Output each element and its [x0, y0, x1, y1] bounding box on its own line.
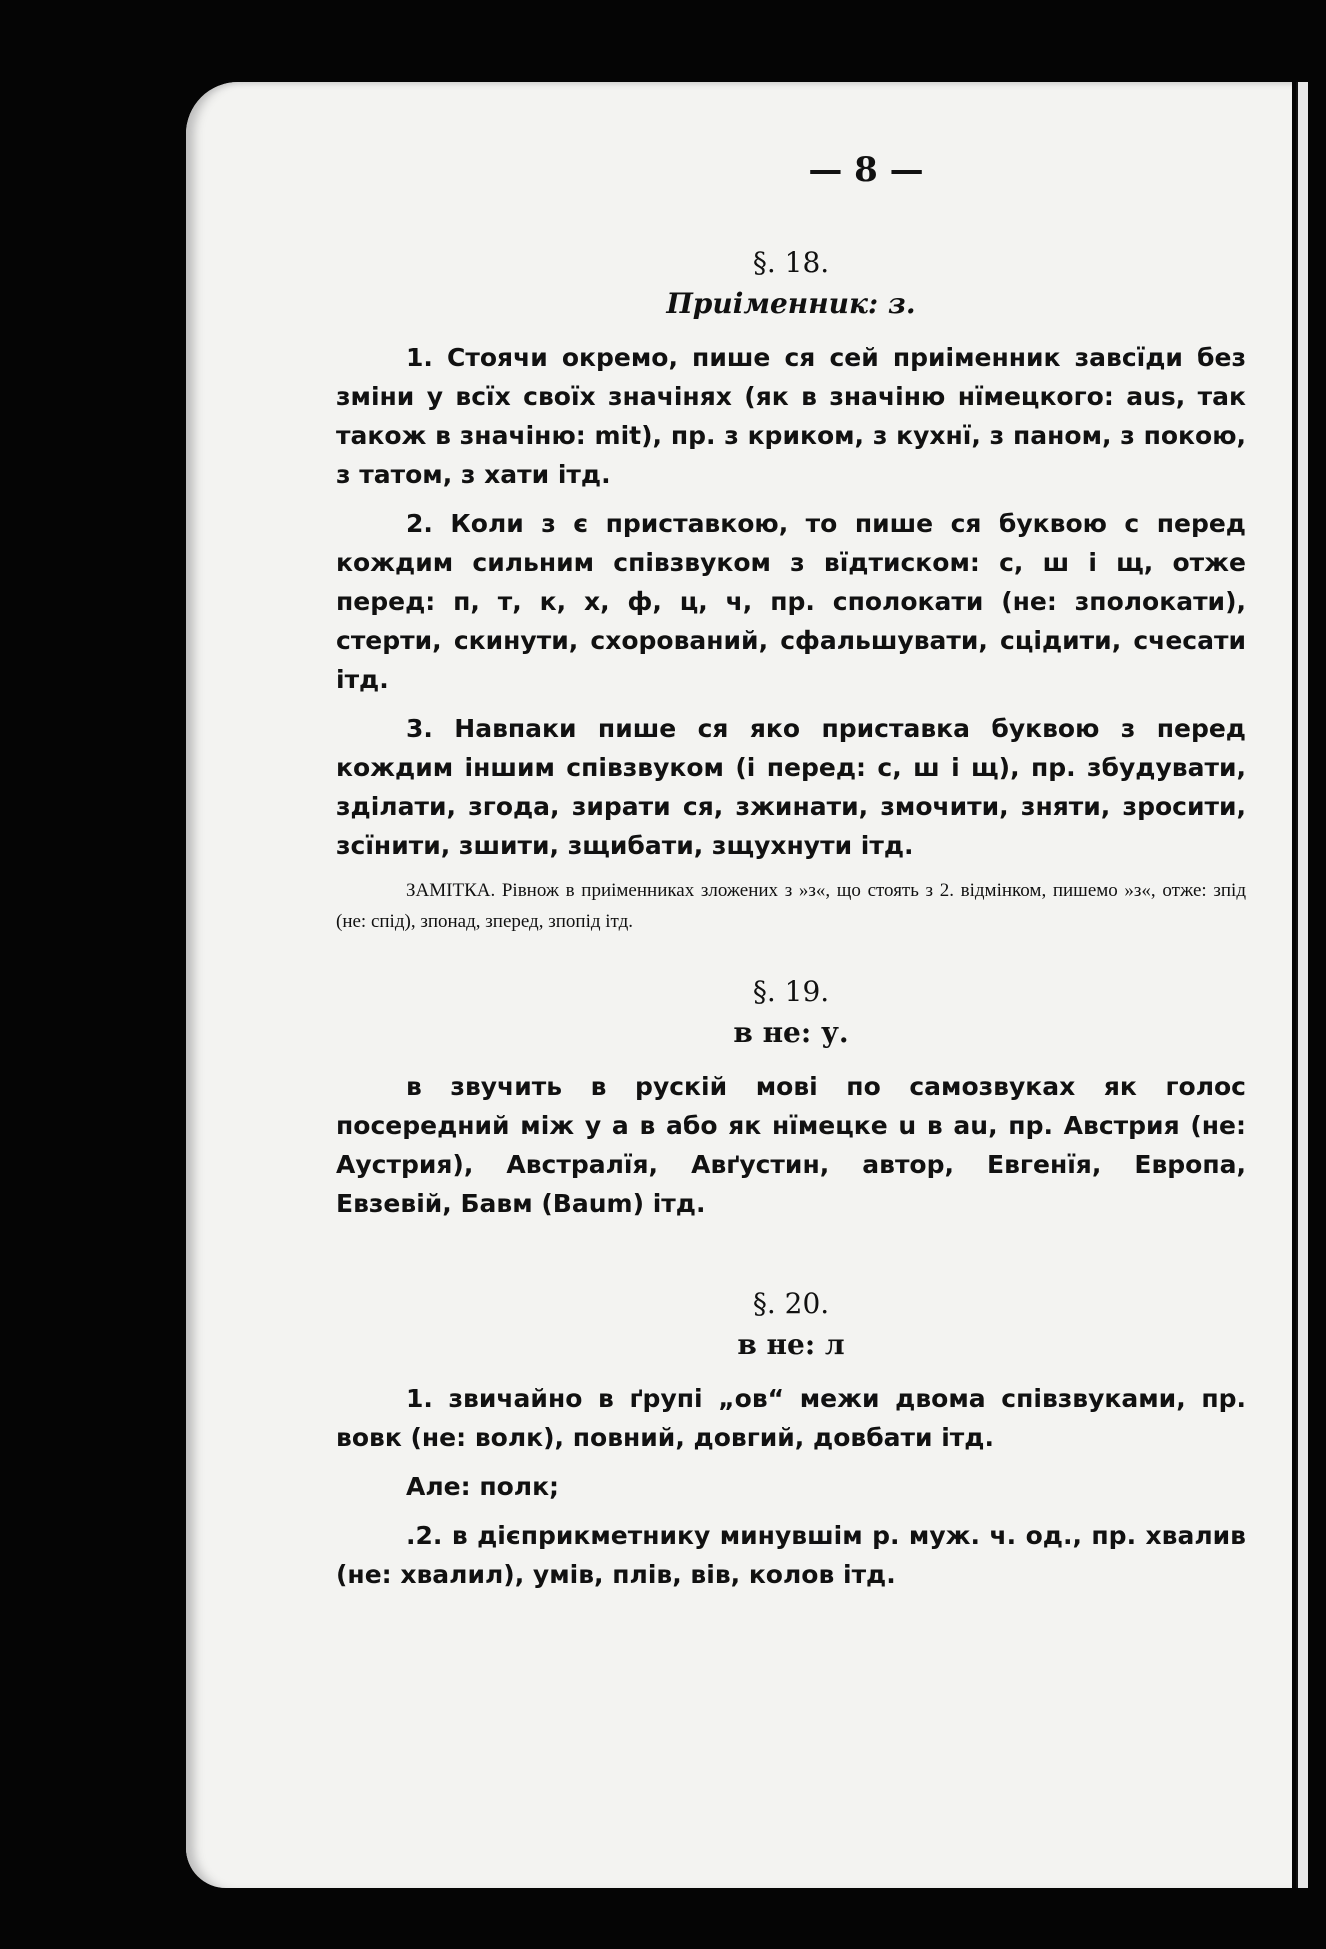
paragraph: 1. Стоячи окремо, пише ся сей приіменник завсїди без зміни у всїх своїх значінях (як в значіню нїмецкого: aus, так також в значіню: mit), пр. з криком, з кухнї, з паном, з покою, з татом, з хати ітд. — [336, 343, 1246, 489]
page-number: — 8 — — [808, 150, 924, 190]
paragraph: 2. Коли з є приставкою, то пише ся буквою с перед кождим сильним співзвуком з вїдтиском: с, ш і щ, отже перед: п, т, к, х, ф, ц, ч, пр. сполокати (не: зполокати), стерти, скинути, схорований, сфальшувати, сцідити, счесати ітд. — [336, 509, 1246, 694]
section-title: в не: у. — [733, 1016, 849, 1049]
section-title — [336, 287, 1246, 320]
section-19 — [336, 975, 1246, 1223]
paragraph: Але: полк; — [406, 1472, 560, 1501]
section-20 — [336, 1287, 1246, 1594]
page-edge — [1296, 82, 1308, 1888]
section-heading: §. 18. — [752, 246, 830, 279]
note: ЗАМІТКА. Рівнож в приіменниках зложених з »з«, що стоять з 2. відмінком, пишемо »з«, отже: зпід (не: спід), зпонад, зперед, зпопід ітд. — [336, 880, 1246, 932]
paragraph: в звучить в рускій мові по самозвуках як голос посередний між у а в або як нїмецке u в au, пр. Австрия (не: Аустрия), Австралїя, Авґустин, автор, Евгенїя, Европа, Евзевій, Бавм (Baum) ітд. — [336, 1072, 1246, 1218]
section-heading: §. 19. — [752, 975, 830, 1008]
section-heading: §. 20. — [752, 1287, 830, 1320]
page-content — [336, 150, 1246, 1604]
section-title: в не: л — [737, 1328, 845, 1361]
spacer — [336, 1233, 1246, 1273]
section-18 — [336, 246, 1246, 937]
paragraph: 3. Навпаки пише ся яко приставка буквою з перед кождим іншим співзвуком (і перед: с, ш і щ), пр. збудувати, зділати, згода, зирати ся, зжинати, змочити, зняти, зросити, зсїнити, зшити, зщибати, зщухнути ітд. — [336, 714, 1246, 860]
paragraph: 1. звичайно в ґрупі „ов“ межи двома співзвуками, пр. вовк (не: волк), повний, довгий, довбати ітд. — [336, 1384, 1246, 1452]
paragraph: .2. в дієприкметнику минувшім р. муж. ч. од., пр. хвалив (не: хвалил), умів, плів, вів, колов ітд. — [336, 1521, 1246, 1589]
section-title-text: Приіменник: з. — [666, 287, 916, 320]
